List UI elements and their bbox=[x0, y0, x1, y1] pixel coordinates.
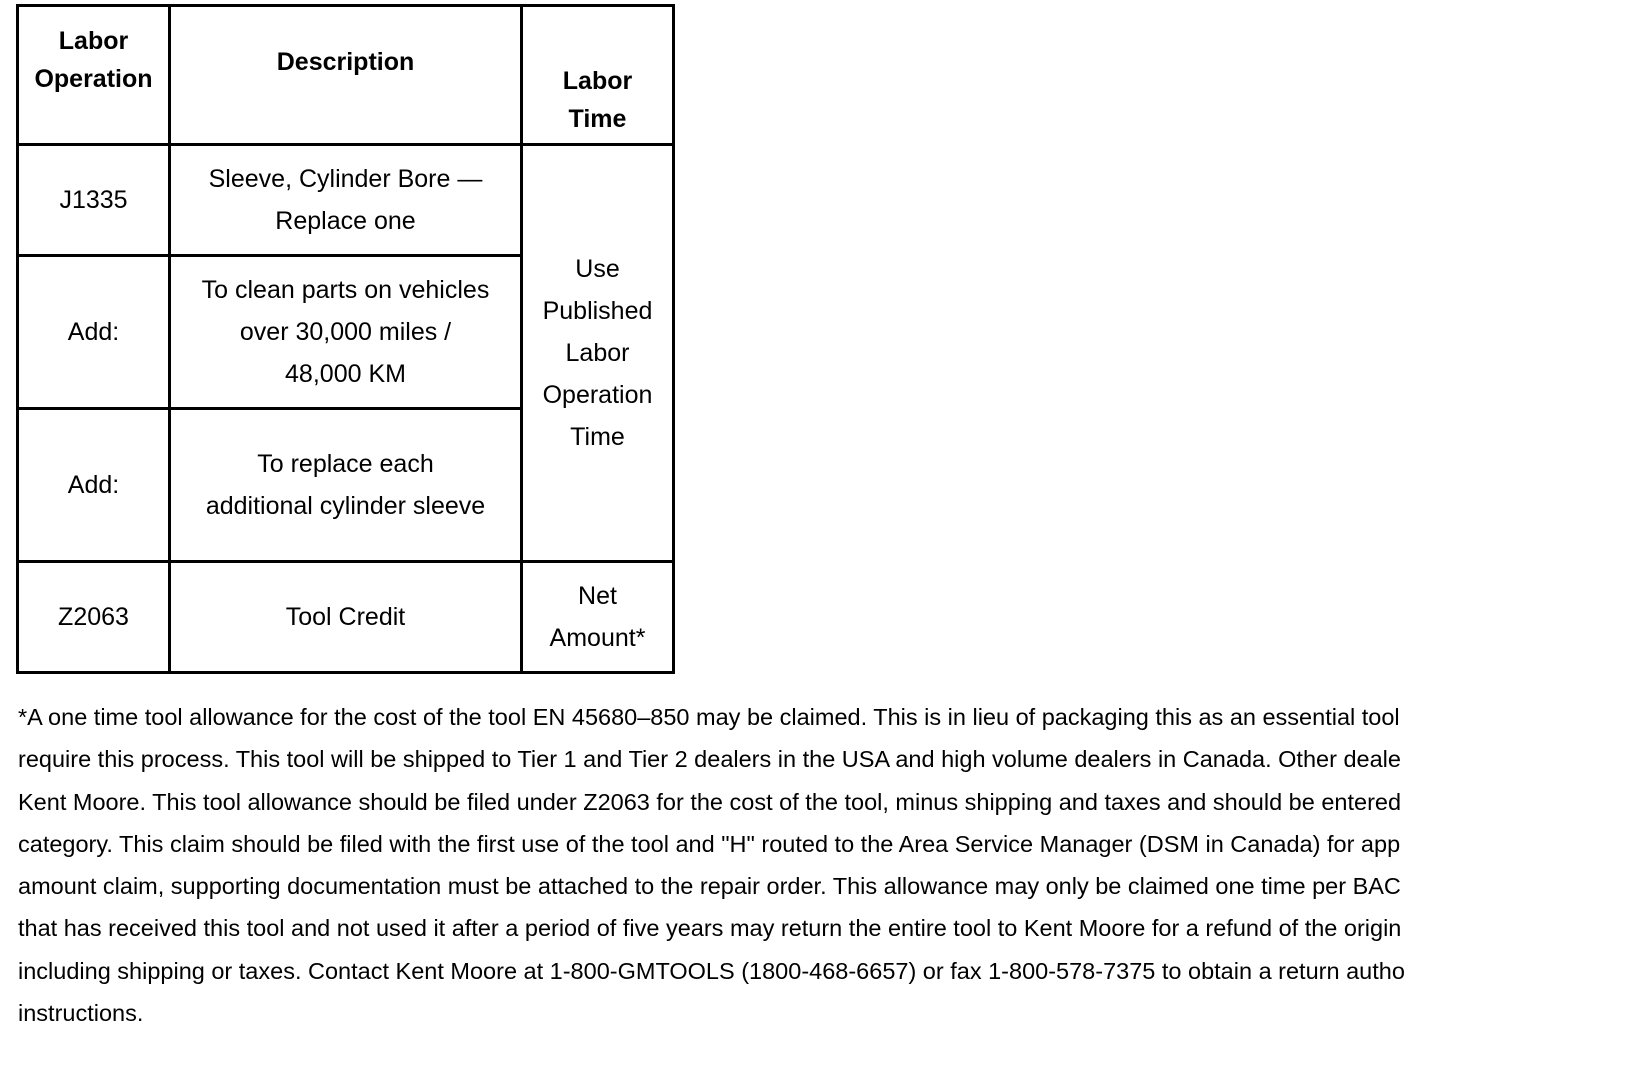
footnote-line: require this process. This tool will be shipped to Tier 1 and Tier 2 dealers in the USA and high volume dealers in Canada. Other deale bbox=[18, 746, 1401, 773]
description-text: Tool Credit bbox=[285, 603, 406, 631]
description-text: To replace each additional cylinder sleeve bbox=[205, 450, 486, 520]
footnote-line: category. This claim should be filed with the first use of the tool and "H" routed to the Area Service Manager (DSM in Canada) for app bbox=[18, 830, 1401, 857]
cell-operation bbox=[18, 256, 170, 409]
table-row bbox=[18, 145, 674, 256]
table-header-row bbox=[18, 6, 674, 145]
header-description bbox=[170, 6, 522, 145]
footnote-line: including shipping or taxes. Contact Kent Moore at 1-800-GMTOOLS (1800-468-6657) or fax 1-800-578-7375 to obtain a return autho bbox=[18, 957, 1405, 984]
cell-operation bbox=[18, 562, 170, 673]
footnote-line: Kent Moore. This tool allowance should be filed under Z2063 for the cost of the tool, minus shipping and taxes and should be entered bbox=[18, 788, 1402, 815]
footnote-line: *A one time tool allowance for the cost of the tool EN 45680–850 may be claimed. This is in lieu of packaging this as an essential tool bbox=[18, 704, 1400, 730]
operation-code: Z2063 bbox=[58, 603, 129, 631]
footnote-line: that has received this tool and not used it after a period of five years may return the entire tool to Kent Moore for a refund of the origin bbox=[18, 915, 1402, 942]
table-row bbox=[18, 562, 674, 673]
description-text: To clean parts on vehicles over 30,000 miles / 48,000 KM bbox=[201, 276, 490, 388]
cell-labor-time-merged bbox=[522, 145, 674, 562]
header-labor-time-text: Labor Time bbox=[562, 67, 633, 133]
cell-operation bbox=[18, 409, 170, 562]
cell-labor-time bbox=[522, 562, 674, 673]
footnote-line: instructions. bbox=[18, 1000, 144, 1027]
labor-time-text: Use Published Labor Operation Time bbox=[542, 255, 653, 451]
header-labor-operation-text: Labor Operation bbox=[34, 27, 153, 93]
operation-code: Add: bbox=[67, 318, 120, 346]
footnote-line: amount claim, supporting documentation must be attached to the repair order. This allowance may only be claimed one time per BAC bbox=[18, 873, 1401, 900]
labor-operation-table bbox=[16, 4, 675, 674]
header-labor-operation bbox=[18, 6, 170, 145]
description-text: Sleeve, Cylinder Bore — Replace one bbox=[208, 165, 483, 235]
header-labor-time bbox=[522, 6, 674, 145]
header-description-text: Description bbox=[276, 48, 415, 76]
footnote bbox=[18, 696, 1598, 1034]
cell-description bbox=[170, 562, 522, 673]
operation-code: Add: bbox=[67, 471, 120, 499]
labor-time-text: Net Amount* bbox=[549, 582, 646, 652]
cell-description bbox=[170, 145, 522, 256]
operation-code: J1335 bbox=[59, 186, 128, 214]
cell-description bbox=[170, 256, 522, 409]
cell-operation bbox=[18, 145, 170, 256]
cell-description bbox=[170, 409, 522, 562]
